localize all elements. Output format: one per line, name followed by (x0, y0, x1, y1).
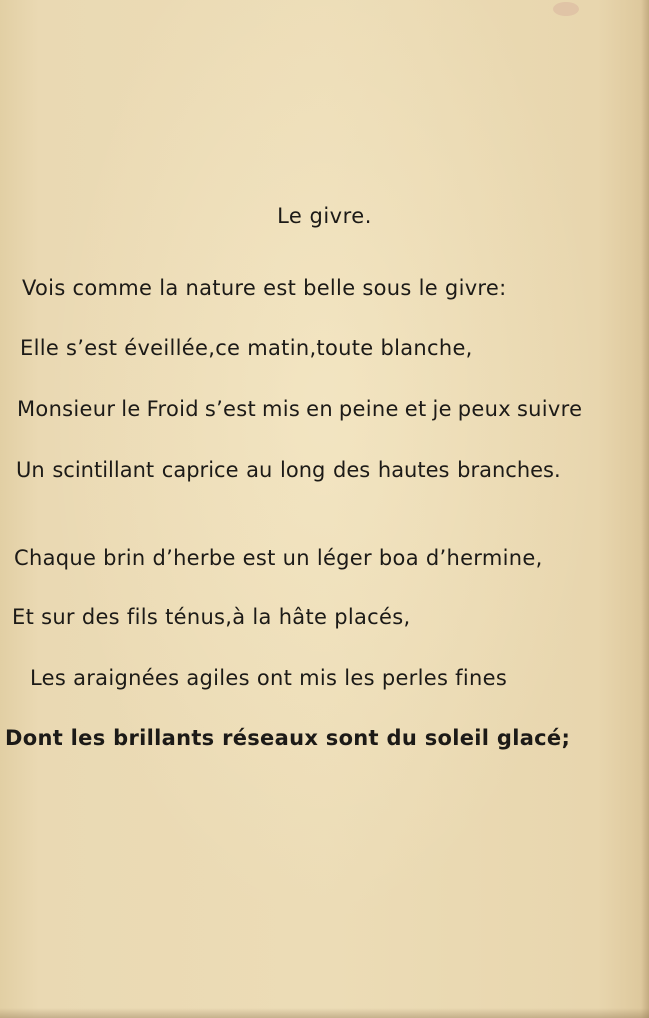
poem-line: Elle s’est éveillée,ce matin,toute blanche, (20, 336, 473, 360)
page-edge-shadow (641, 0, 649, 1018)
poem-line: Vois comme la nature est belle sous le givre: (22, 276, 507, 300)
paper-stain (553, 2, 579, 16)
poem-line: Les araignées agiles ont mis les perles fines (30, 666, 508, 690)
poem-line: Un scintillant caprice au long des hautes branches. (16, 458, 561, 482)
poem-title: Le givre. (277, 204, 372, 229)
stanza-1 (0, 276, 640, 524)
stanza-2 (0, 546, 640, 794)
poem-line: Monsieur le Froid s’est mis en peine et je peux suivre (17, 397, 583, 421)
poem-line: Chaque brin d’herbe est un léger boa d’hermine, (14, 546, 543, 570)
poem-line: Dont les brillants réseaux sont du soleil glacé; (5, 726, 571, 750)
poem-line: Et sur des fils ténus,à la hâte placés, (12, 605, 411, 629)
page-bottom-shadow (0, 1008, 649, 1018)
